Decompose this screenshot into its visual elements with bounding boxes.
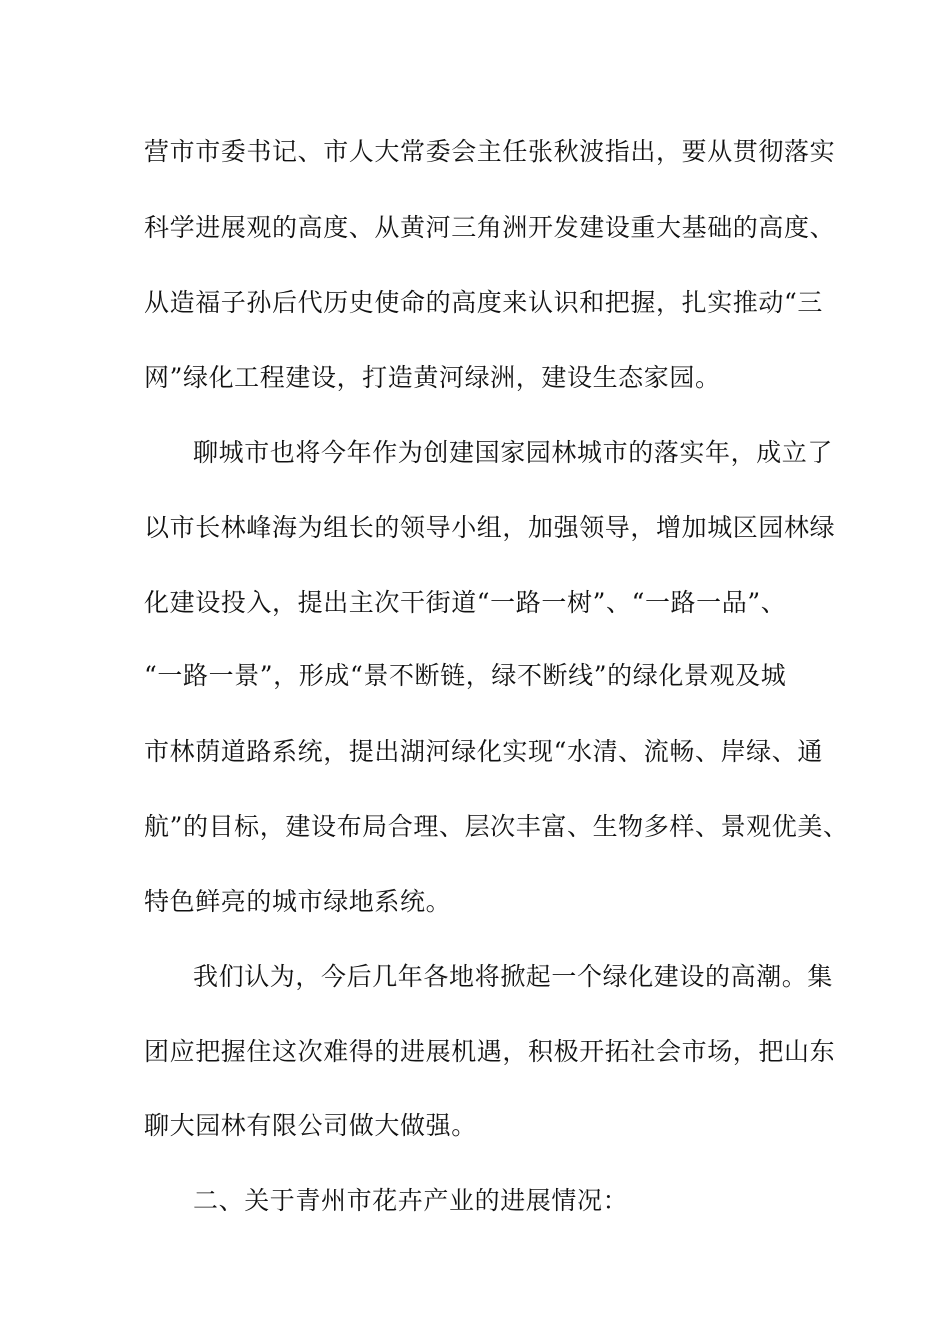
text-line: 科学进展观的高度、从黄河三角洲开发建设重大基础的高度、 xyxy=(144,213,836,242)
text-line: 以市长林峰海为组长的领导小组，加强领导，增加城区园林绿 xyxy=(144,513,836,542)
text-line: 聊大园林有限公司做大做强。 xyxy=(144,1111,477,1140)
paragraph-first-line: 聊城市也将今年作为创建国家园林城市的落实年，成立了 xyxy=(193,438,834,467)
text-line: 特色鲜亮的城市绿地系统。 xyxy=(144,887,452,916)
text-line: 营市市委书记、市人大常委会主任张秋波指出，要从贯彻落实 xyxy=(144,137,836,166)
paragraph-first-line: 我们认为，今后几年各地将掀起一个绿化建设的高潮。集 xyxy=(193,962,834,991)
section-heading: 二、关于青州市花卉产业的进展情况： xyxy=(193,1186,629,1215)
text-line: 航”的目标，建设布局合理、层次丰富、生物多样、景观优美、 xyxy=(144,812,849,841)
text-line: 网”绿化工程建设，打造黄河绿洲，建设生态家园。 xyxy=(144,363,721,392)
text-line: 团应把握住这次难得的进展机遇，积极开拓社会市场，把山东 xyxy=(144,1037,836,1066)
text-line: 化建设投入，提出主次干街道“一路一树”、“一路一品”、 xyxy=(144,588,787,617)
text-line: 市林荫道路系统，提出湖河绿化实现“水清、流畅、岸绿、通 xyxy=(144,737,823,766)
text-line: 从造福子孙后代历史使命的高度来认识和把握，扎实推动“三 xyxy=(144,288,823,317)
text-line: “一路一景”，形成“景不断链，绿不断线”的绿化景观及城 xyxy=(144,661,787,690)
